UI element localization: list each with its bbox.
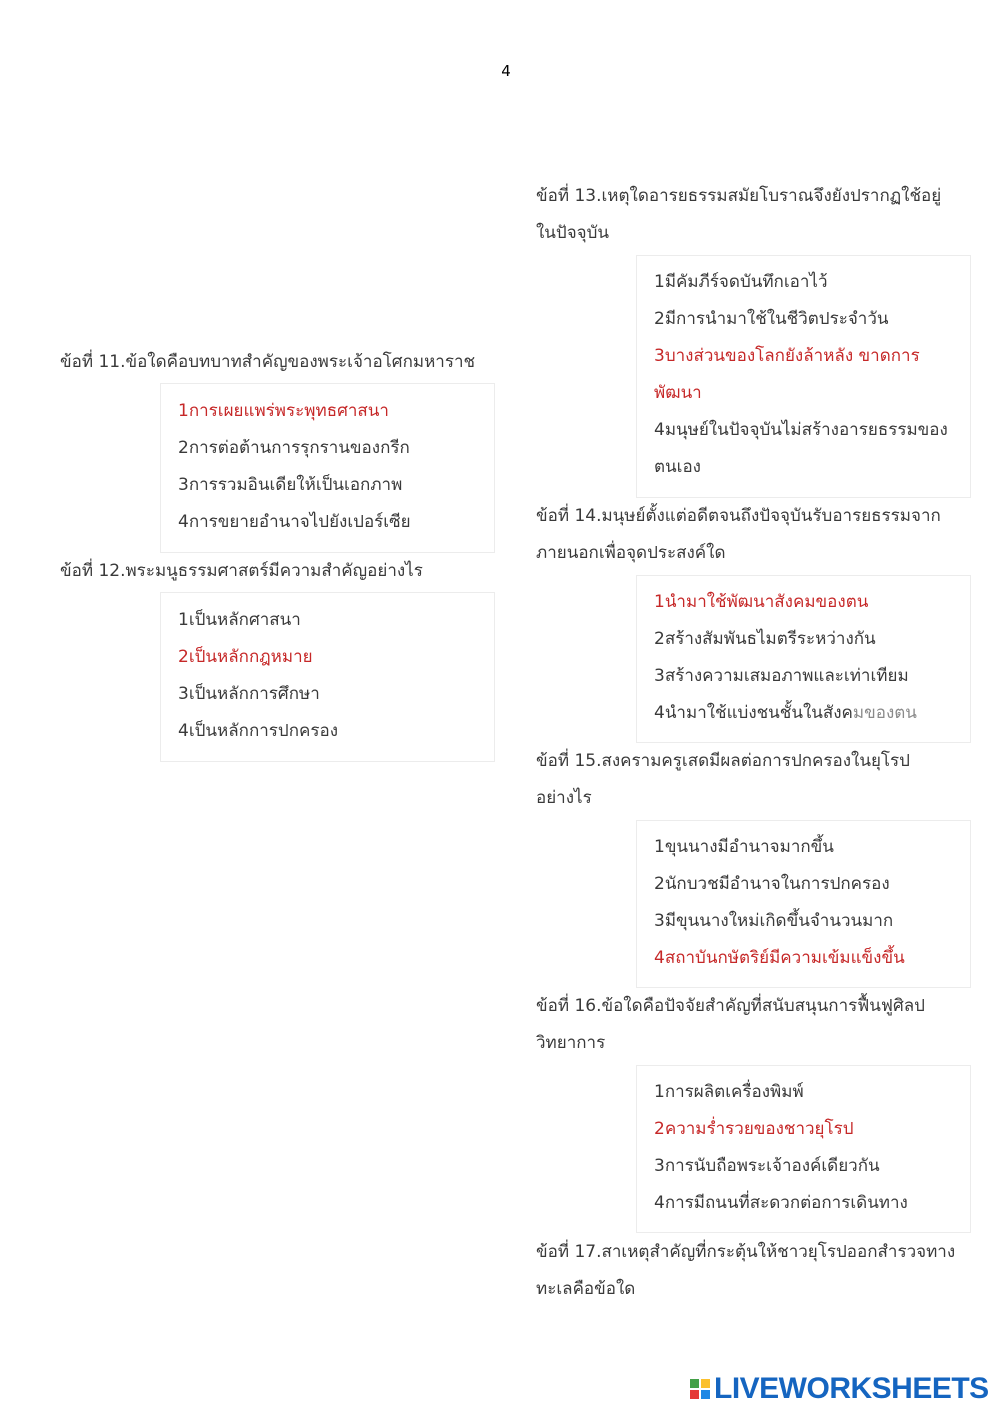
q13-option-3[interactable]: 3บางส่วนของโลกยังล้าหลัง ขาดการ xyxy=(654,346,920,366)
q15-option-3[interactable]: 3มีขุนนางใหม่เกิดขึ้นจำนวนมาก xyxy=(654,911,894,931)
question-16-options xyxy=(636,1065,971,1233)
q15-option-1[interactable]: 1ขุนนางมีอำนาจมากขึ้น xyxy=(654,837,834,857)
question-17-title-line-1: ข้อที่ 17.สาเหตุสำคัญที่กระตุ้นให้ชาวยุโรปออกสำรวจทาง xyxy=(536,1242,956,1262)
question-16-title xyxy=(536,988,925,1062)
q15-option-2[interactable]: 2นักบวชมีอำนาจในการปกครอง xyxy=(654,874,890,894)
question-12-title: ข้อที่ 12.พระมนูธรรมศาสตร์มีความสำคัญอย่างไร xyxy=(60,561,423,581)
question-11-title: ข้อที่ 11.ข้อใดคือบทบาทสำคัญของพระเจ้าอโศกมหาราช xyxy=(60,352,476,372)
q14-option-2[interactable]: 2สร้างสัมพันธไมตรีระหว่างกัน xyxy=(654,629,876,649)
q14-option-1[interactable]: 1นำมาใช้พัฒนาสังคมของตน xyxy=(654,592,869,612)
q16-option-2[interactable]: 2ความร่ำรวยของชาวยุโรป xyxy=(654,1119,854,1139)
question-16-title-line-1: ข้อที่ 16.ข้อใดคือปัจจัยสำคัญที่สนับสนุนการฟื้นฟูศิลป xyxy=(536,996,925,1016)
q11-option-1[interactable]: 1การเผยแพร่พระพุทธศาสนา xyxy=(178,401,389,421)
question-16-title-line-2: วิทยาการ xyxy=(536,1033,606,1053)
question-13-options xyxy=(636,255,971,498)
question-13-title-line-1: ข้อที่ 13.เหตุใดอารยธรรมสมัยโบราณจึงยังปรากฏใช้อยู่ xyxy=(536,186,942,206)
question-14-title-line-1: ข้อที่ 14.มนุษย์ตั้งแต่อดีตจนถึงปัจจุบันรับอารยธรรมจาก xyxy=(536,506,941,526)
q12-option-3[interactable]: 3เป็นหลักการศึกษา xyxy=(178,684,320,704)
q11-option-3[interactable]: 3การรวมอินเดียให้เป็นเอกภาพ xyxy=(178,475,403,495)
q11-option-4[interactable]: 4การขยายอำนาจไปยังเปอร์เซีย xyxy=(178,512,411,532)
question-15-title-line-1: ข้อที่ 15.สงครามครูเสดมีผลต่อการปกครองในยุโรป xyxy=(536,751,910,771)
q12-option-2[interactable]: 2เป็นหลักกฎหมาย xyxy=(178,647,313,667)
question-17-title-line-2: ทะเลคือข้อใด xyxy=(536,1279,636,1299)
q13-option-4-continued[interactable]: ตนเอง xyxy=(654,457,701,477)
q13-option-2[interactable]: 2มีการนำมาใช้ในชีวิตประจำวัน xyxy=(654,309,889,329)
page-number: 4 xyxy=(501,62,511,80)
q14-option-3[interactable]: 3สร้างความเสมอภาพและเท่าเทียม xyxy=(654,666,909,686)
q12-option-4[interactable]: 4เป็นหลักการปกครอง xyxy=(178,721,339,741)
question-14-options xyxy=(636,575,971,743)
q12-option-1[interactable]: 1เป็นหลักศาสนา xyxy=(178,610,301,630)
question-12-options xyxy=(160,592,495,762)
q16-option-3[interactable]: 3การนับถือพระเจ้าองค์เดียวกัน xyxy=(654,1156,880,1176)
q16-option-1[interactable]: 1การผลิตเครื่องพิมพ์ xyxy=(654,1082,804,1102)
q13-option-3-continued[interactable]: พัฒนา xyxy=(654,383,702,403)
liveworksheets-logo[interactable] xyxy=(690,1372,989,1406)
q13-option-1[interactable]: 1มีคัมภีร์จดบันทึกเอาไว้ xyxy=(654,272,828,292)
question-14-title-line-2: ภายนอกเพื่อจุดประสงค์ใด xyxy=(536,543,726,563)
question-17-title xyxy=(536,1234,955,1308)
question-13-title-line-2: ในปัจจุบัน xyxy=(536,223,610,243)
question-14-title xyxy=(536,498,941,572)
q15-option-4[interactable]: 4สถาบันกษัตริย์มีความเข้มแข็งขึ้น xyxy=(654,948,905,968)
liveworksheets-logo-icon xyxy=(690,1379,710,1399)
question-15-options xyxy=(636,820,971,988)
q14-option-4-faded-text: มของตน xyxy=(852,703,917,723)
question-15-title xyxy=(536,743,910,817)
question-11-options xyxy=(160,383,495,553)
q14-option-4[interactable] xyxy=(654,695,970,732)
q14-option-4-text: 4นำมาใช้แบ่งชนชั้นในสังค xyxy=(654,703,853,723)
q11-option-2[interactable]: 2การต่อต้านการรุกรานของกรีก xyxy=(178,438,410,458)
question-15-title-line-2: อย่างไร xyxy=(536,788,592,808)
liveworksheets-logo-text: LIVEWORKSHEETS xyxy=(714,1372,989,1405)
question-13-title xyxy=(536,178,941,252)
q16-option-4[interactable]: 4การมีถนนที่สะดวกต่อการเดินทาง xyxy=(654,1193,908,1213)
q13-option-4[interactable]: 4มนุษย์ในปัจจุบันไม่สร้างอารยธรรมของ xyxy=(654,420,948,440)
